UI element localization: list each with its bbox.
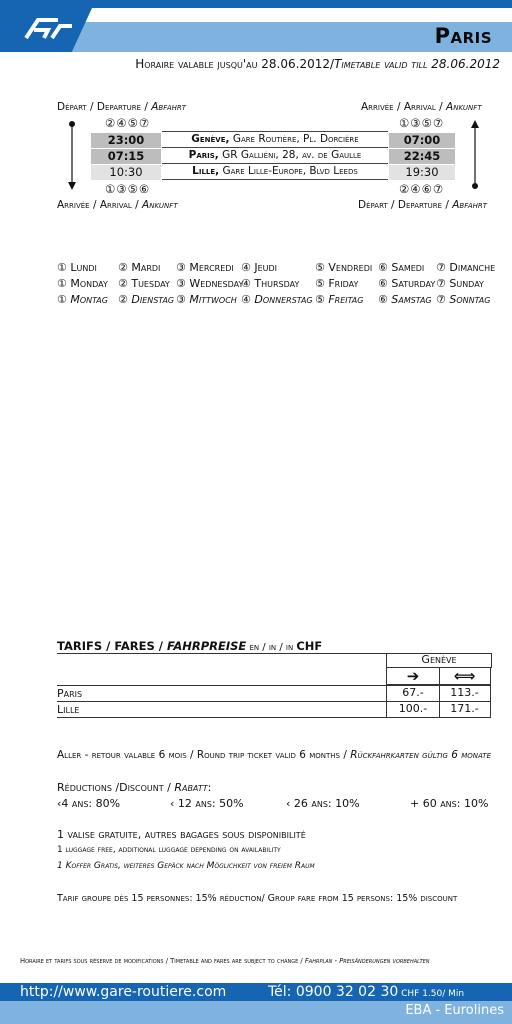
reduction-item: ‹ 26 ans: 10% (286, 797, 360, 810)
gr-logo-icon (18, 16, 78, 46)
departure-label-right (358, 199, 487, 211)
fare-lille-return: 171.- (439, 701, 491, 717)
days-top-left: ②④⑤⑦ (105, 116, 151, 130)
legend-en-4: ④ Thursday (241, 277, 300, 290)
reduction-item: + 60 ans: 10% (410, 797, 489, 810)
legend-en-6: ⑥ Saturday (378, 277, 436, 290)
fares-col-header: Genève (386, 653, 492, 668)
stop-geneve (162, 132, 388, 148)
luggage-en: 1 luggage free, additional luggage depending on availability (57, 845, 281, 855)
legend-en-3: ③ Wednesday (176, 277, 244, 290)
down-arrow-icon (64, 118, 80, 194)
legend-de-1: ① Montag (57, 293, 108, 306)
website-link[interactable]: http://www.gare-routiere.com (20, 984, 227, 1000)
days-bottom-left: ①③⑤⑥ (105, 182, 151, 196)
stop-name: Paris, (188, 149, 219, 161)
return-validity-b: Rückfahrkarten gültig 6 monate (350, 749, 492, 761)
stop-paris (162, 148, 388, 164)
label-de: Ankunft (142, 199, 178, 211)
legend-de-5: ⑤ Freitag (315, 293, 364, 306)
disclaimer-b: Fahrplan - Preisänderungen vorbehalten (304, 957, 430, 965)
page-title: Paris (434, 24, 492, 48)
legend-fr-3: ③ Mercredi (176, 261, 234, 274)
validity-en: Timetable valid till 28.06.2012 (334, 57, 500, 71)
fare-paris-return: 113.- (439, 685, 491, 701)
time-right-3: 19:30 (389, 165, 455, 180)
legend-en-2: ② Tuesday (118, 277, 170, 290)
header-top-band (0, 0, 512, 8)
label-fr: Arrivée / (361, 101, 404, 113)
brand-label: EBA - Eurolines (405, 1003, 504, 1018)
stops-top-rule (162, 131, 388, 132)
time-left-2: 07:15 (91, 149, 161, 164)
legend-fr-4: ④ Jeudi (241, 261, 278, 274)
return-validity (57, 749, 491, 761)
fare-paris-one-way: 67.- (386, 685, 440, 701)
legend-en-7: ⑦ Sunday (436, 277, 484, 290)
fares-title (57, 639, 322, 653)
disclaimer (20, 957, 430, 965)
legend-fr-2: ② Mardi (118, 261, 161, 274)
legend-de-3: ③ Mittwoch (176, 293, 237, 306)
reductions-title (57, 781, 211, 794)
legend-fr-1: ① Lundi (57, 261, 97, 274)
arrival-label-left (57, 199, 178, 211)
fare-dest-paris: Paris (57, 687, 83, 700)
fare-lille-one-way: 100.- (386, 701, 440, 717)
reduction-item: ‹ 12 ans: 50% (170, 797, 244, 810)
phone-rate: CHF 1.50/ Min (398, 989, 465, 999)
time-right-2: 22:45 (389, 149, 455, 164)
fares-title-a: TARIFS / FARES / (57, 639, 167, 653)
time-left-3: 10:30 (91, 165, 161, 180)
label-fr: Départ / (358, 199, 398, 211)
validity-fr: Horaire valable jusqu'au 28.06.2012/ (135, 57, 335, 71)
legend-de-4: ④ Donnerstag (241, 293, 313, 306)
label-en: Arrival / (99, 199, 143, 211)
label-en: Departure / (96, 101, 152, 113)
legend-de-6: ⑥ Samstag (378, 293, 432, 306)
legend-fr-7: ⑦ Dimanche (436, 261, 496, 274)
label-de: Abfahrt (151, 101, 187, 113)
reductions-title-c: : (207, 781, 212, 794)
label-de: Abfahrt (452, 199, 488, 211)
fares-currency: CHF (296, 639, 323, 653)
reductions-title-a: Réductions /Discount / (57, 781, 175, 794)
time-left-1: 23:00 (91, 133, 161, 148)
fares-bottom-rule (57, 717, 491, 718)
legend-en-1: ① Monday (57, 277, 108, 290)
days-bottom-right: ②④⑥⑦ (399, 182, 445, 196)
stop-detail: GR Galliéni, 28, av. de Gaulle (218, 149, 362, 161)
validity-line (135, 57, 500, 71)
group-fare: Tarif groupe dès 15 personnes: 15% réduction/ Group fare from 15 persons: 15% discount (57, 893, 458, 904)
disclaimer-a: Horaire et tarifs sous réserve de modifications / Timetable and fares are subject to change / (20, 957, 305, 965)
legend-de-7: ⑦ Sonntag (436, 293, 491, 306)
reductions-title-b: Rabatt (174, 781, 208, 794)
legend-en-5: ⑤ Friday (315, 277, 359, 290)
phone-number[interactable] (268, 984, 464, 1000)
luggage-de: 1 Koffer Gratis, weiteres Gepäck nach Möglichkeit von freiem Raum (57, 861, 315, 871)
days-top-right: ①③⑤⑦ (399, 116, 445, 130)
stop-lille (162, 164, 388, 180)
footer-banner (0, 983, 512, 1024)
fares-title-c: en / in / in (246, 642, 297, 653)
fares-title-b: FAHRPREISE (166, 639, 247, 653)
one-way-arrow-icon: ➔ (386, 668, 440, 685)
return-validity-a: Aller - retour valable 6 mois / Round trip ticket valid 6 months / (57, 749, 351, 761)
up-arrow-icon (467, 118, 483, 194)
reduction-item: ‹4 ans: 80% (57, 797, 121, 810)
label-fr: Départ / (57, 101, 97, 113)
fare-dest-lille: Lille (57, 703, 80, 716)
label-en: Departure / (397, 199, 453, 211)
return-arrow-icon: ⟺ (439, 668, 491, 685)
luggage-fr: 1 valise gratuite, autres bagages sous disponibilité (57, 828, 306, 841)
departure-label-left (57, 101, 186, 113)
legend-fr-5: ⑤ Vendredi (315, 261, 373, 274)
label-en: Arrival / (403, 101, 447, 113)
label-de: Ankunft (446, 101, 482, 113)
header-banner (0, 0, 512, 52)
arrival-label-right (361, 101, 482, 113)
legend-fr-6: ⑥ Samedi (378, 261, 425, 274)
stop-detail: Gare Routière, Pl. Dorcière (229, 133, 359, 145)
stop-detail: Gare Lille-Europe, Blvd Leeds (219, 165, 358, 177)
label-fr: Arrivée / (57, 199, 100, 211)
phone-label: Tél: 0900 32 02 30 (268, 984, 399, 1000)
legend-de-2: ② Dienstag (118, 293, 175, 306)
time-right-1: 07:00 (389, 133, 455, 148)
stop-name: Genève, (191, 133, 230, 145)
stop-name: Lille, (192, 165, 220, 177)
